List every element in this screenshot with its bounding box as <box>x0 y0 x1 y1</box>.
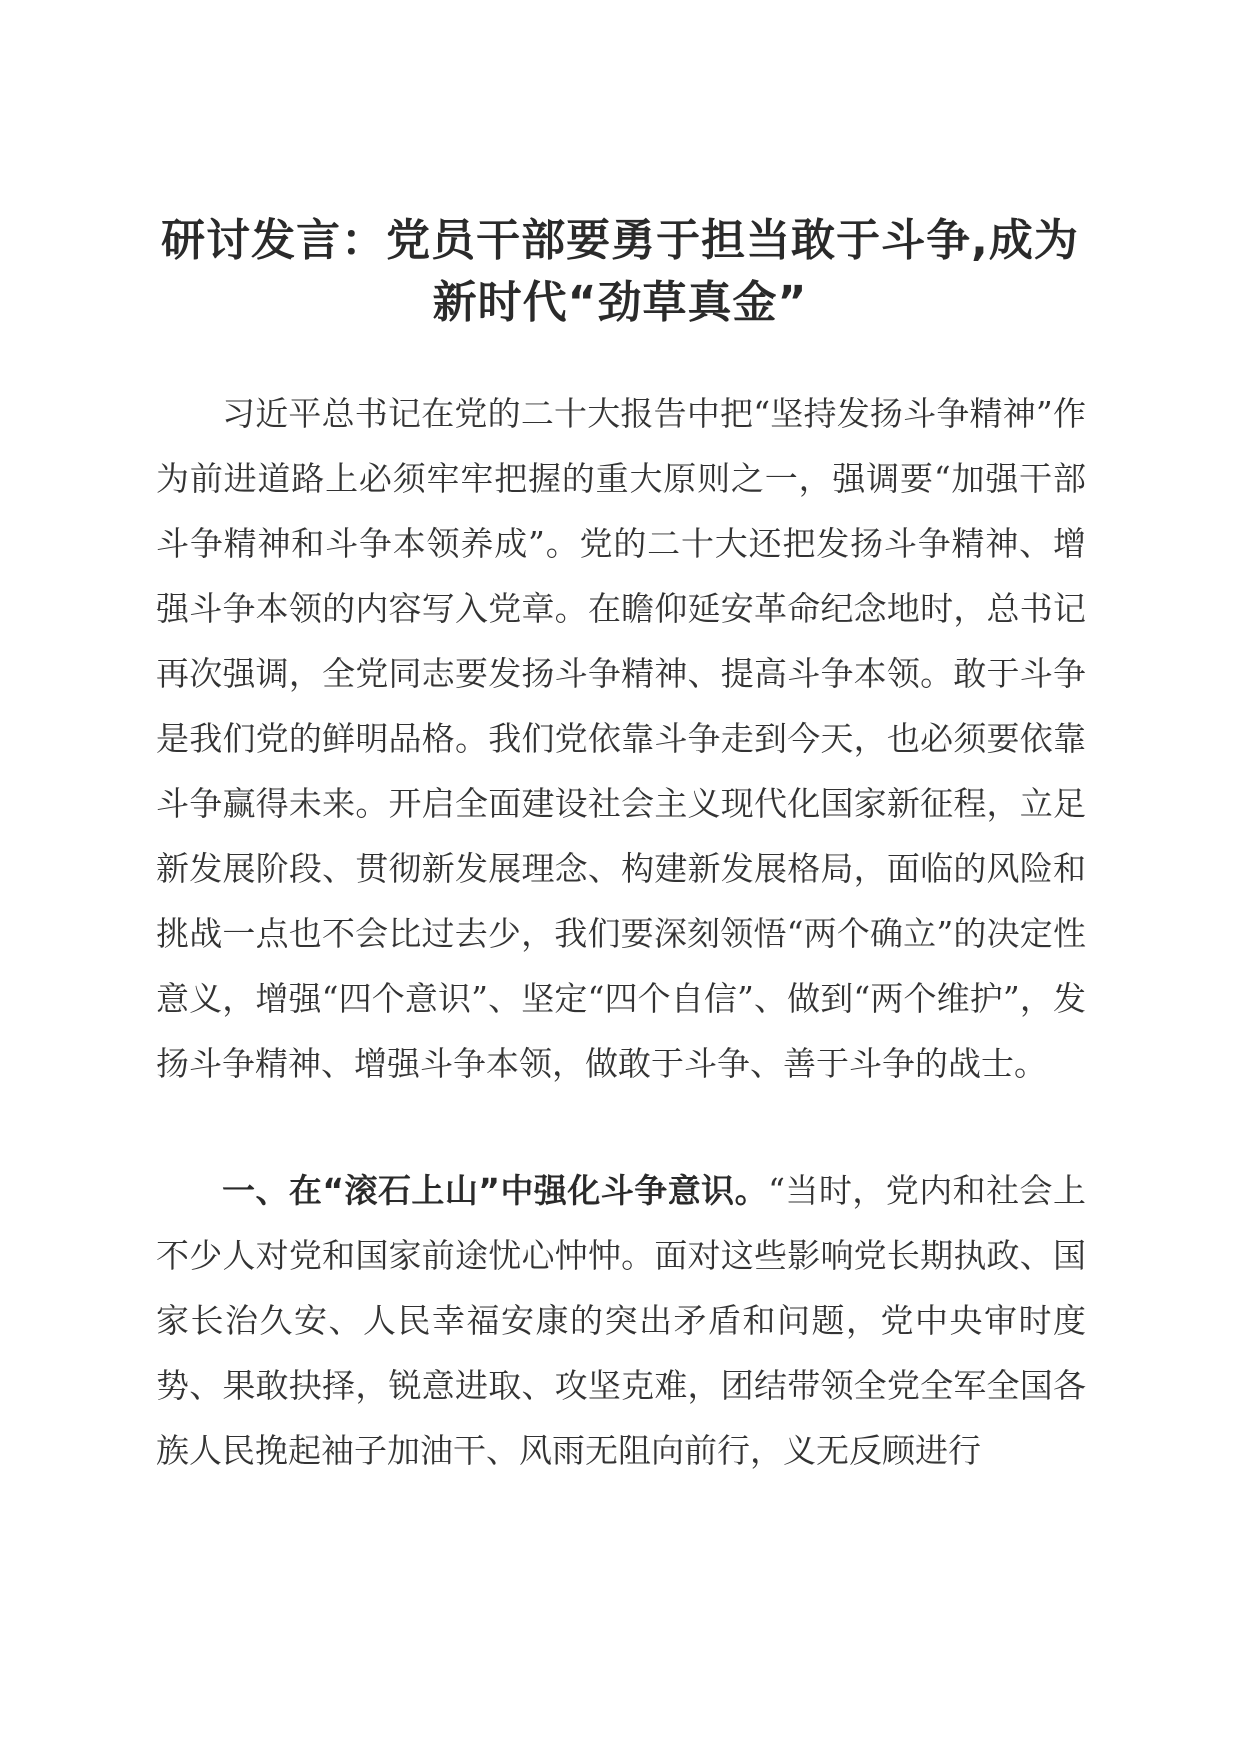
section-1-paragraph <box>156 1158 1086 1483</box>
title-line-2: 新时代“劲草真金” <box>432 277 808 328</box>
document-title <box>140 210 1100 334</box>
section-1-heading: 一、在“滚石上山”中强化斗争意识。 <box>222 1171 769 1210</box>
section-1-text: “当时，党内和社会上不少人对党和国家前途忧心忡忡。面对这些影响党长期执政、国家长治久安、人民幸福安康的突出矛盾和问题，党中央审时度势、果敢抉择，锐意进取、攻坚克难，团结带领全党全军全国各族人民挽起袖子加油干、风雨无阻向前行，义无反顾进行 <box>156 1171 1086 1470</box>
title-line-1: 研讨发言：党员干部要勇于担当敢于斗争,成为 <box>161 215 1079 266</box>
intro-paragraph: 习近平总书记在党的二十大报告中把“坚持发扬斗争精神”作为前进道路上必须牢牢把握的重大原则之一，强调要“加强干部斗争精神和斗争本领养成”。党的二十大还把发扬斗争精神、增强斗争本领的内容写入党章。在瞻仰延安革命纪念地时，总书记再次强调，全党同志要发扬斗争精神、提高斗争本领。敢于斗争是我们党的鲜明品格。我们党依靠斗争走到今天，也必须要依靠斗争赢得未来。开启全面建设社会主义现代化国家新征程，立足新发展阶段、贯彻新发展理念、构建新发展格局，面临的风险和挑战一点也不会比过去少，我们要深刻领悟“两个确立”的决定性意义，增强“四个意识”、坚定“四个自信”、做到“两个维护”，发扬斗争精神、增强斗争本领，做敢于斗争、善于斗争的战士。 <box>156 394 1086 1083</box>
